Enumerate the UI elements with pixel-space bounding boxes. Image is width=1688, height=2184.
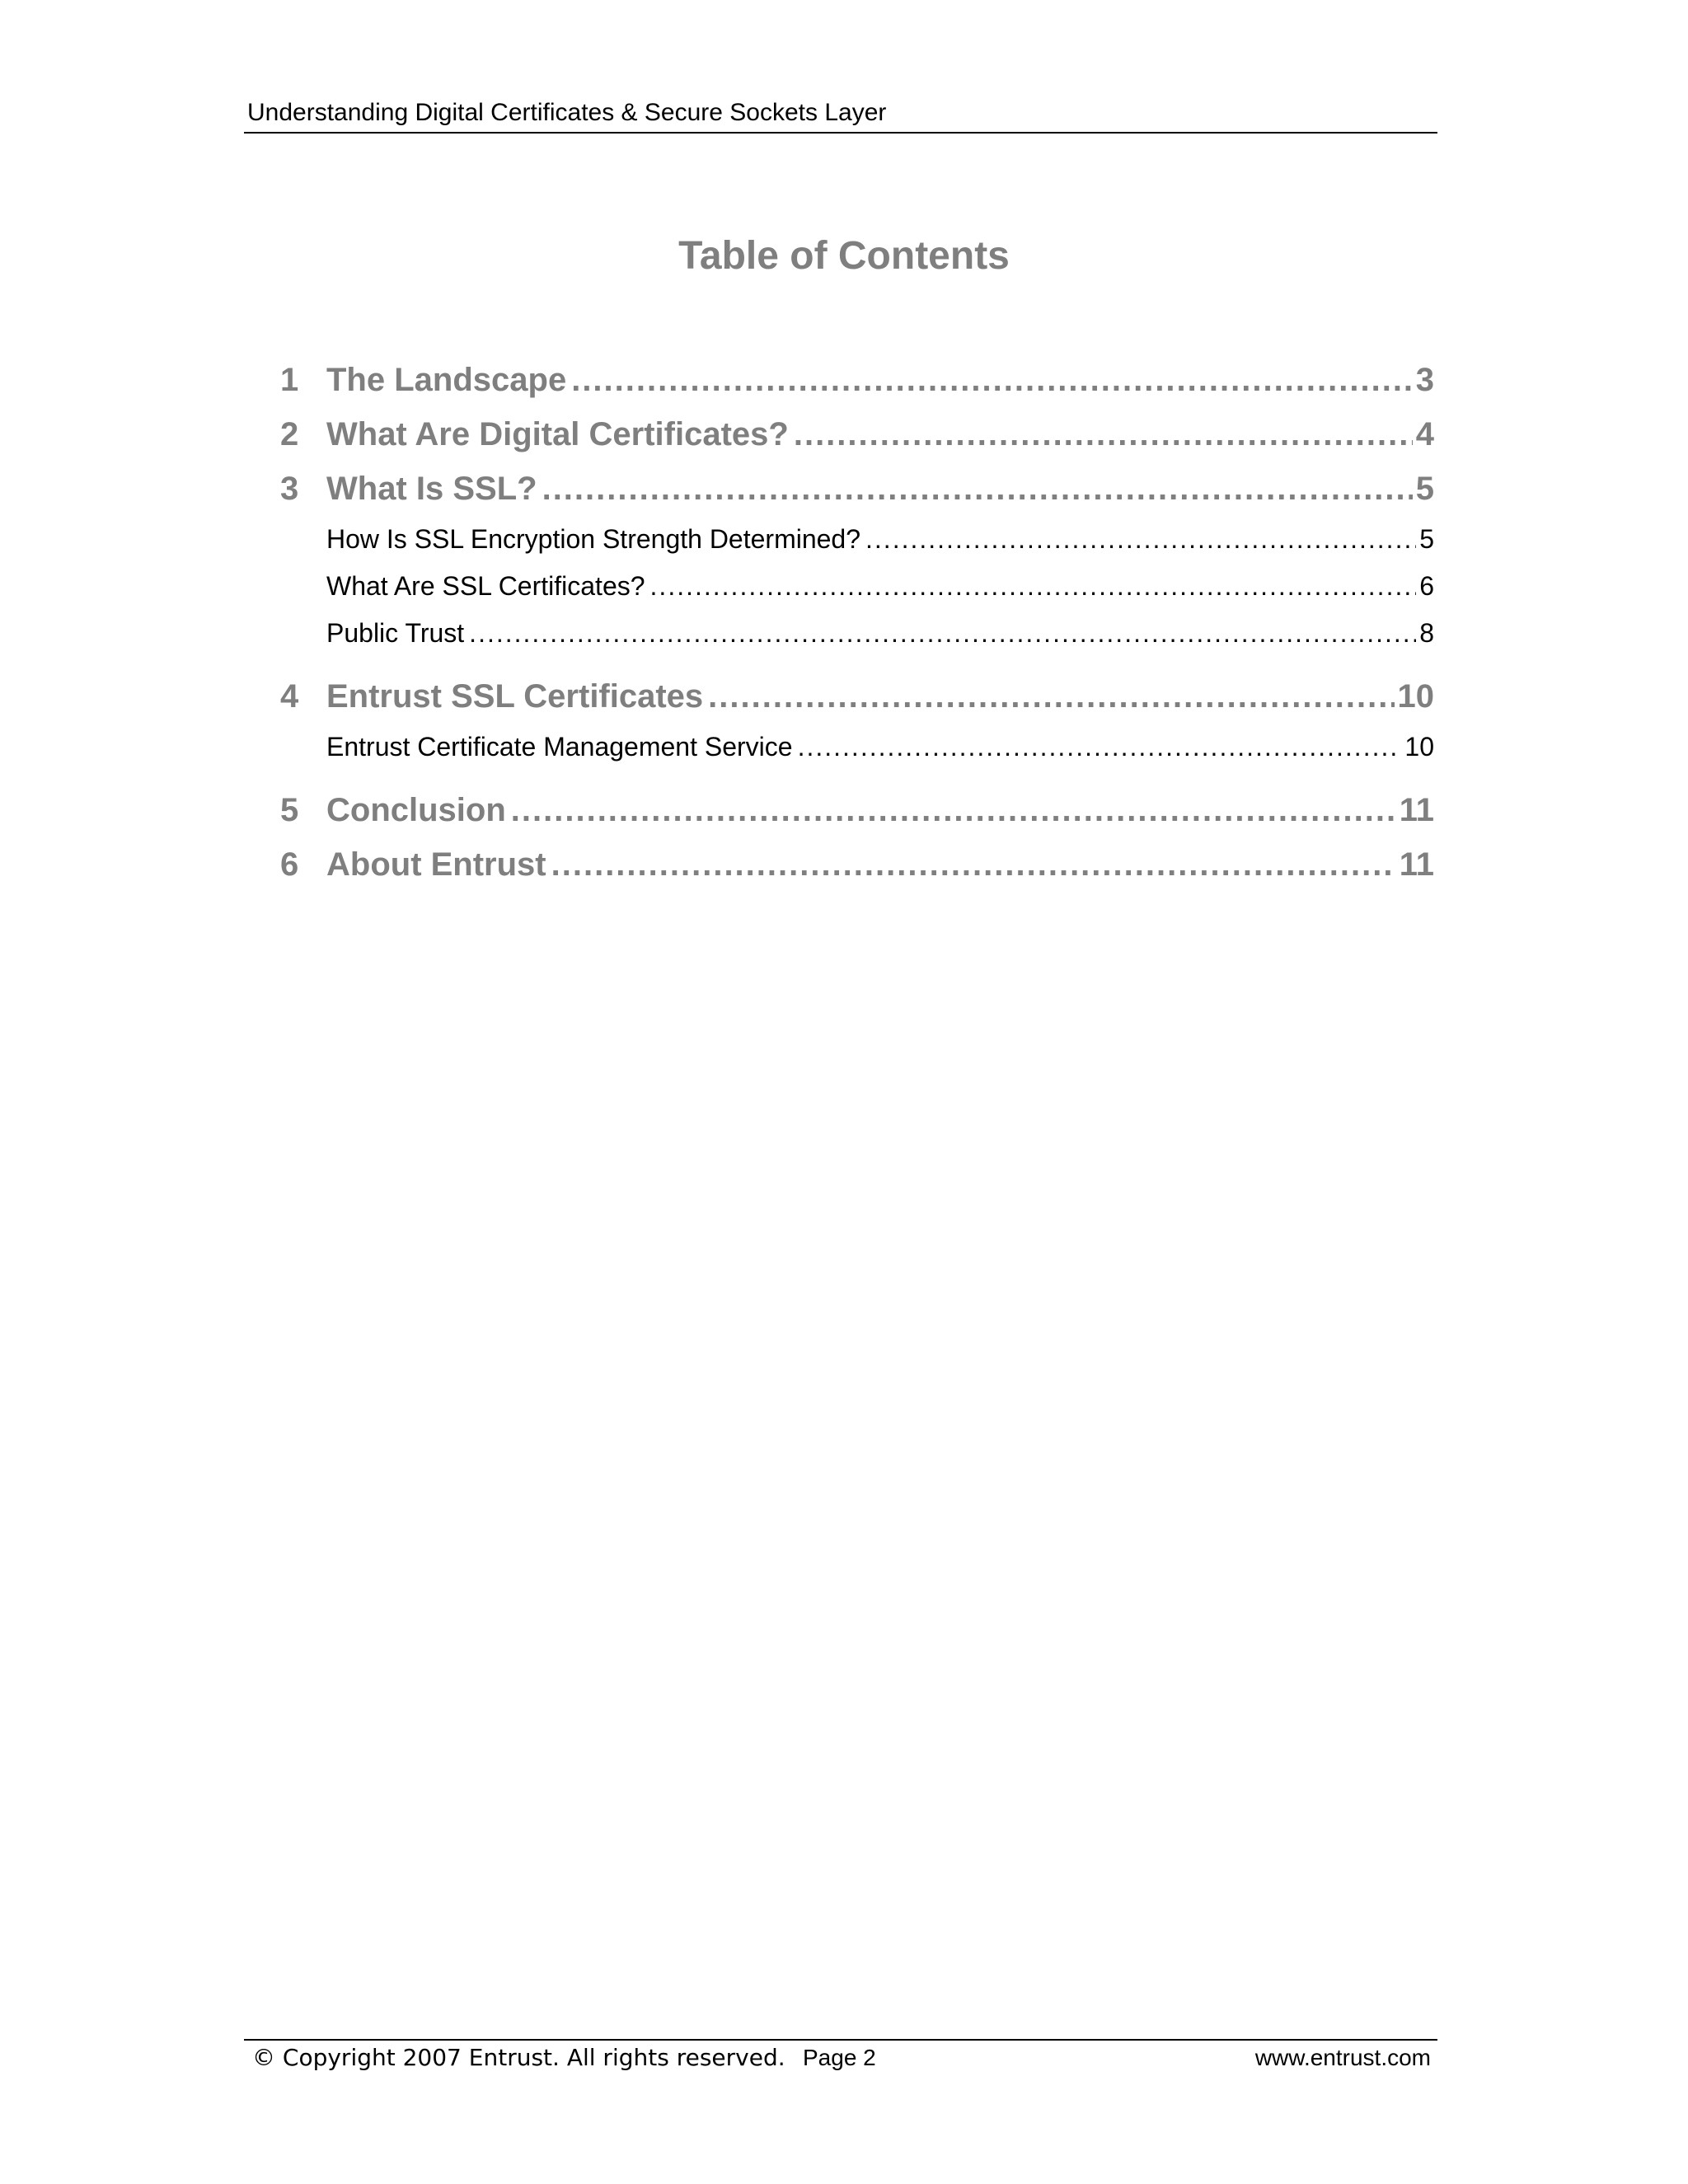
- toc-entry-page: 4: [1415, 416, 1434, 452]
- toc-entry-page: 3: [1415, 362, 1434, 398]
- footer-copyright: © Copyright 2007 Entrust. All rights reserved.: [252, 2044, 785, 2071]
- toc-dot-leader: [708, 669, 1394, 724]
- toc-subentry[interactable]: [280, 724, 1434, 771]
- page-header: [244, 97, 1437, 134]
- toc-entry[interactable]: [280, 407, 1434, 462]
- toc-entry[interactable]: [280, 837, 1434, 892]
- toc-entry-label: The Landscape: [326, 362, 567, 398]
- toc-subentry-label: How Is SSL Encryption Strength Determined?: [326, 524, 861, 554]
- toc-entry-number: 5: [280, 792, 299, 828]
- toc-entry-label: What Is SSL?: [326, 471, 537, 507]
- toc-entry[interactable]: [280, 462, 1434, 516]
- toc-subentry[interactable]: [280, 516, 1434, 563]
- toc-subentry-page: 5: [1419, 524, 1434, 554]
- toc-dot-leader: [551, 837, 1396, 892]
- toc-entry-number: 4: [280, 678, 299, 715]
- toc-dot-leader: [542, 462, 1413, 516]
- toc-entry-page: 11: [1399, 792, 1434, 828]
- toc-dot-leader: [794, 407, 1413, 462]
- toc-entry-label: What Are Digital Certificates?: [326, 416, 789, 452]
- toc-entry-number: 2: [280, 416, 299, 452]
- document-title: Understanding Digital Certificates & Secure Sockets Layer: [247, 99, 887, 126]
- toc-subentry-label: Entrust Certificate Management Service: [326, 732, 793, 762]
- toc-entry-label: Conclusion: [326, 792, 506, 828]
- toc-entry[interactable]: [280, 783, 1434, 837]
- toc-subentry-page: 8: [1419, 618, 1434, 648]
- toc-entry-label: Entrust SSL Certificates: [326, 678, 704, 715]
- toc-entry-page: 5: [1415, 471, 1434, 507]
- toc-dot-leader: [511, 783, 1396, 837]
- toc-dot-leader: [469, 610, 1416, 657]
- toc-entry-page: 10: [1397, 678, 1434, 715]
- toc-subentry[interactable]: [280, 610, 1434, 657]
- footer-page-number: Page 2: [803, 2045, 876, 2070]
- toc-dot-leader: [798, 724, 1402, 771]
- toc-entry[interactable]: [280, 669, 1434, 724]
- toc-entry-number: 3: [280, 471, 299, 507]
- toc-entry-number: 6: [280, 846, 299, 883]
- page-footer: [244, 2039, 1437, 2074]
- toc-dot-leader: [571, 353, 1413, 407]
- toc-entry[interactable]: [280, 353, 1434, 407]
- toc-subentry-label: What Are SSL Certificates?: [326, 571, 645, 601]
- toc-entry-number: 1: [280, 362, 299, 398]
- toc-subentry-label: Public Trust: [326, 618, 465, 648]
- toc-list: [280, 353, 1434, 892]
- footer-url[interactable]: www.entrust.com: [1254, 2045, 1431, 2070]
- toc-subentry[interactable]: [280, 563, 1434, 610]
- toc-heading: Table of Contents: [678, 234, 1010, 278]
- toc-dot-leader: [650, 563, 1417, 610]
- toc-entry-page: 11: [1399, 846, 1434, 883]
- toc-subentry-page: 10: [1404, 732, 1434, 762]
- toc-subentry-page: 6: [1419, 571, 1434, 601]
- toc-entry-label: About Entrust: [326, 846, 546, 883]
- toc-dot-leader: [865, 516, 1416, 563]
